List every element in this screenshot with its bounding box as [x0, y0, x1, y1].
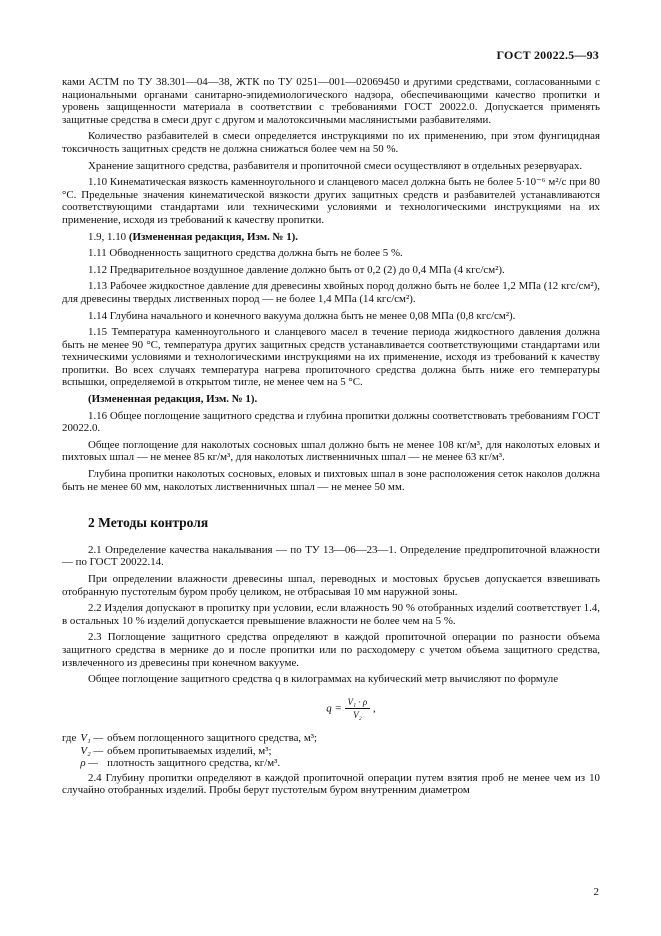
section-title: 2 Методы контроля [88, 515, 209, 531]
paragraph: При определении влажности древесины шпал, переводных и мостовых брусьев допускается взвешивать отобранную пустотелым буром пробу целиком, не отбрасывая 10 мм наружной зоны. [62, 573, 600, 598]
legend-lead: где [62, 731, 77, 744]
formula-lhs: q = [326, 702, 342, 715]
amendment-prefix: 1.9, 1.10 [88, 230, 129, 243]
legend-symbol: V₂ — [80, 744, 104, 757]
formula-legend [62, 732, 321, 770]
legend-desc: объем пропитываемых изделий, м³; [107, 744, 272, 757]
legend-row [62, 757, 321, 770]
paragraph: 1.12 Предварительное воздушное давление должно быть от 0,2 (2) до 0,4 МПа (4 кгс/см²). [88, 263, 505, 276]
paragraph: 1.16 Общее поглощение защитного средства и глубина пропитки должны соответствовать требованиям ГОСТ 20022.0. [62, 409, 600, 435]
formula [102, 696, 600, 722]
paragraph: Глубина пропитки наколотых сосновых, еловых и пихтовых шпал в зоне расположения сеток наколов должна быть не менее 60 мм, наколотых лиственничных шпал — не менее 50 мм. [62, 468, 600, 493]
legend-symbol: ρ — [80, 757, 98, 770]
paragraph: 1.11 Обводненность защитного средства должна быть не более 5 %. [88, 247, 403, 260]
document-header: ГОСТ 20022.5—93 [496, 48, 599, 62]
legend-lead [62, 745, 80, 758]
legend-lead [62, 757, 80, 770]
formula-intro: Общее поглощение защитного средства q в килограммах на кубический метр вычисляют по формуле [88, 673, 559, 686]
page-number: 2 [593, 886, 599, 898]
amendment-note: (Измененная редакция, Изм. № 1). [88, 393, 258, 406]
paragraph: 1.10 Кинематическая вязкость каменноугольного и сланцевого масел должна быть не более 5·10⁻⁶ м²/с при 80 °С. Предельные значения кинематической вязкости других защитных средств и разбавителей устанавливаются соответствующими стандартами или техническими условиями и технологическими инструкциями на их применение, исходя из требований к качеству пропитки. [62, 176, 600, 226]
paragraph: Хранение защитного средства, разбавителя и пропиточной смеси осуществляют в отдельных резервуарах. [88, 159, 583, 172]
formula-denominator: V₂ [353, 710, 362, 721]
formula-tail: , [372, 702, 376, 715]
paragraph: 2.4 Глубину пропитки определяют в каждой пропиточной операции путем взятия проб не менее чем из 10 случайно отобранных изделий. Пробы берут пустотелым буром внутренним диаметром [62, 771, 600, 797]
legend-desc: плотность защитного средства, кг/м³. [107, 757, 281, 770]
formula-fraction [345, 696, 371, 722]
paragraph: 1.13 Рабочее жидкостное давление для древесины хвойных пород должно быть не более 1,2 МПа (12 кгс/см²), для древесины твердых лиственных пород — не более 1,4 МПа (14 кгс/см²). [62, 280, 600, 305]
page-body [62, 76, 600, 801]
paragraph: Количество разбавителей в смеси определяется инструкциями по их применению, при этом фунгицидная токсичность защитных средств не должна снижаться более чем на 50 %. [62, 130, 600, 155]
paragraph: Общее поглощение для наколотых сосновых шпал должно быть не менее 108 кг/м³, для наколотых еловых и пихтовых шпал — не менее 85 кг/м³, для наколотых лиственничных шпал — не менее 63 кг/м³. [62, 438, 600, 464]
legend-row [62, 732, 321, 745]
legend-row [62, 745, 321, 758]
legend-symbol: V₁ — [80, 731, 104, 744]
paragraph: 1.14 Глубина начального и конечного вакуума должна быть не менее 0,08 МПа (0,8 кгс/см²). [88, 309, 516, 322]
formula-numerator: V₁ · ρ [345, 696, 371, 710]
legend-desc: объем поглощенного защитного средства, м³; [107, 731, 318, 744]
paragraph: 1.15 Температура каменноугольного и сланцевого масел в течение периода жидкостного давления должна быть не менее 90 °С, температура других защитных средств устанавливается соответствующими стандартами или техническими условиями и технологическими инструкциями на их применение, исходя из требований к качеству пропитки. Во всех случаях температура нагрева пропиточного средства должна быть ниже его температуры вспышки, определяемой в открытом тигле, не менее чем на 5 °С. [62, 326, 600, 389]
paragraph: 2.2 Изделия допускают в пропитку при условии, если влажность 90 % отобранных изделий соответствует 1.4, в остальных 10 % изделий допускается превышение влажности не более чем на 5 %. [62, 602, 600, 627]
amendment-text: (Измененная редакция, Изм. № 1). [128, 230, 299, 243]
paragraph: 2.1 Определение качества накалывания — по ТУ 13—06—23—1. Определение предпропиточной влажности — по ГОСТ 20022.14. [62, 543, 600, 569]
paragraph: 2.3 Поглощение защитного средства определяют в каждой пропиточной операции по разности объема защитного средства в мернике до и после пропитки или по расходомеру с учетом объема защитного средства, извлеченного из древесины при конечном вакууме. [62, 631, 600, 669]
paragraph: ками АСТМ по ТУ 38.301—04—38, ЖТК по ТУ 0251—001—02069450 и другими средствами, согласованными с национальными органами санитарно-эпидемиологического надзора, обеспечивающими качество пропитки и уровень защищенности материала в соответствии с требованиями ГОСТ 20022.0. Допускается применять защитные средства в смеси друг с другом и малотоксичными маслянистыми разбавителями. [62, 76, 600, 126]
amendment-note [62, 231, 600, 244]
